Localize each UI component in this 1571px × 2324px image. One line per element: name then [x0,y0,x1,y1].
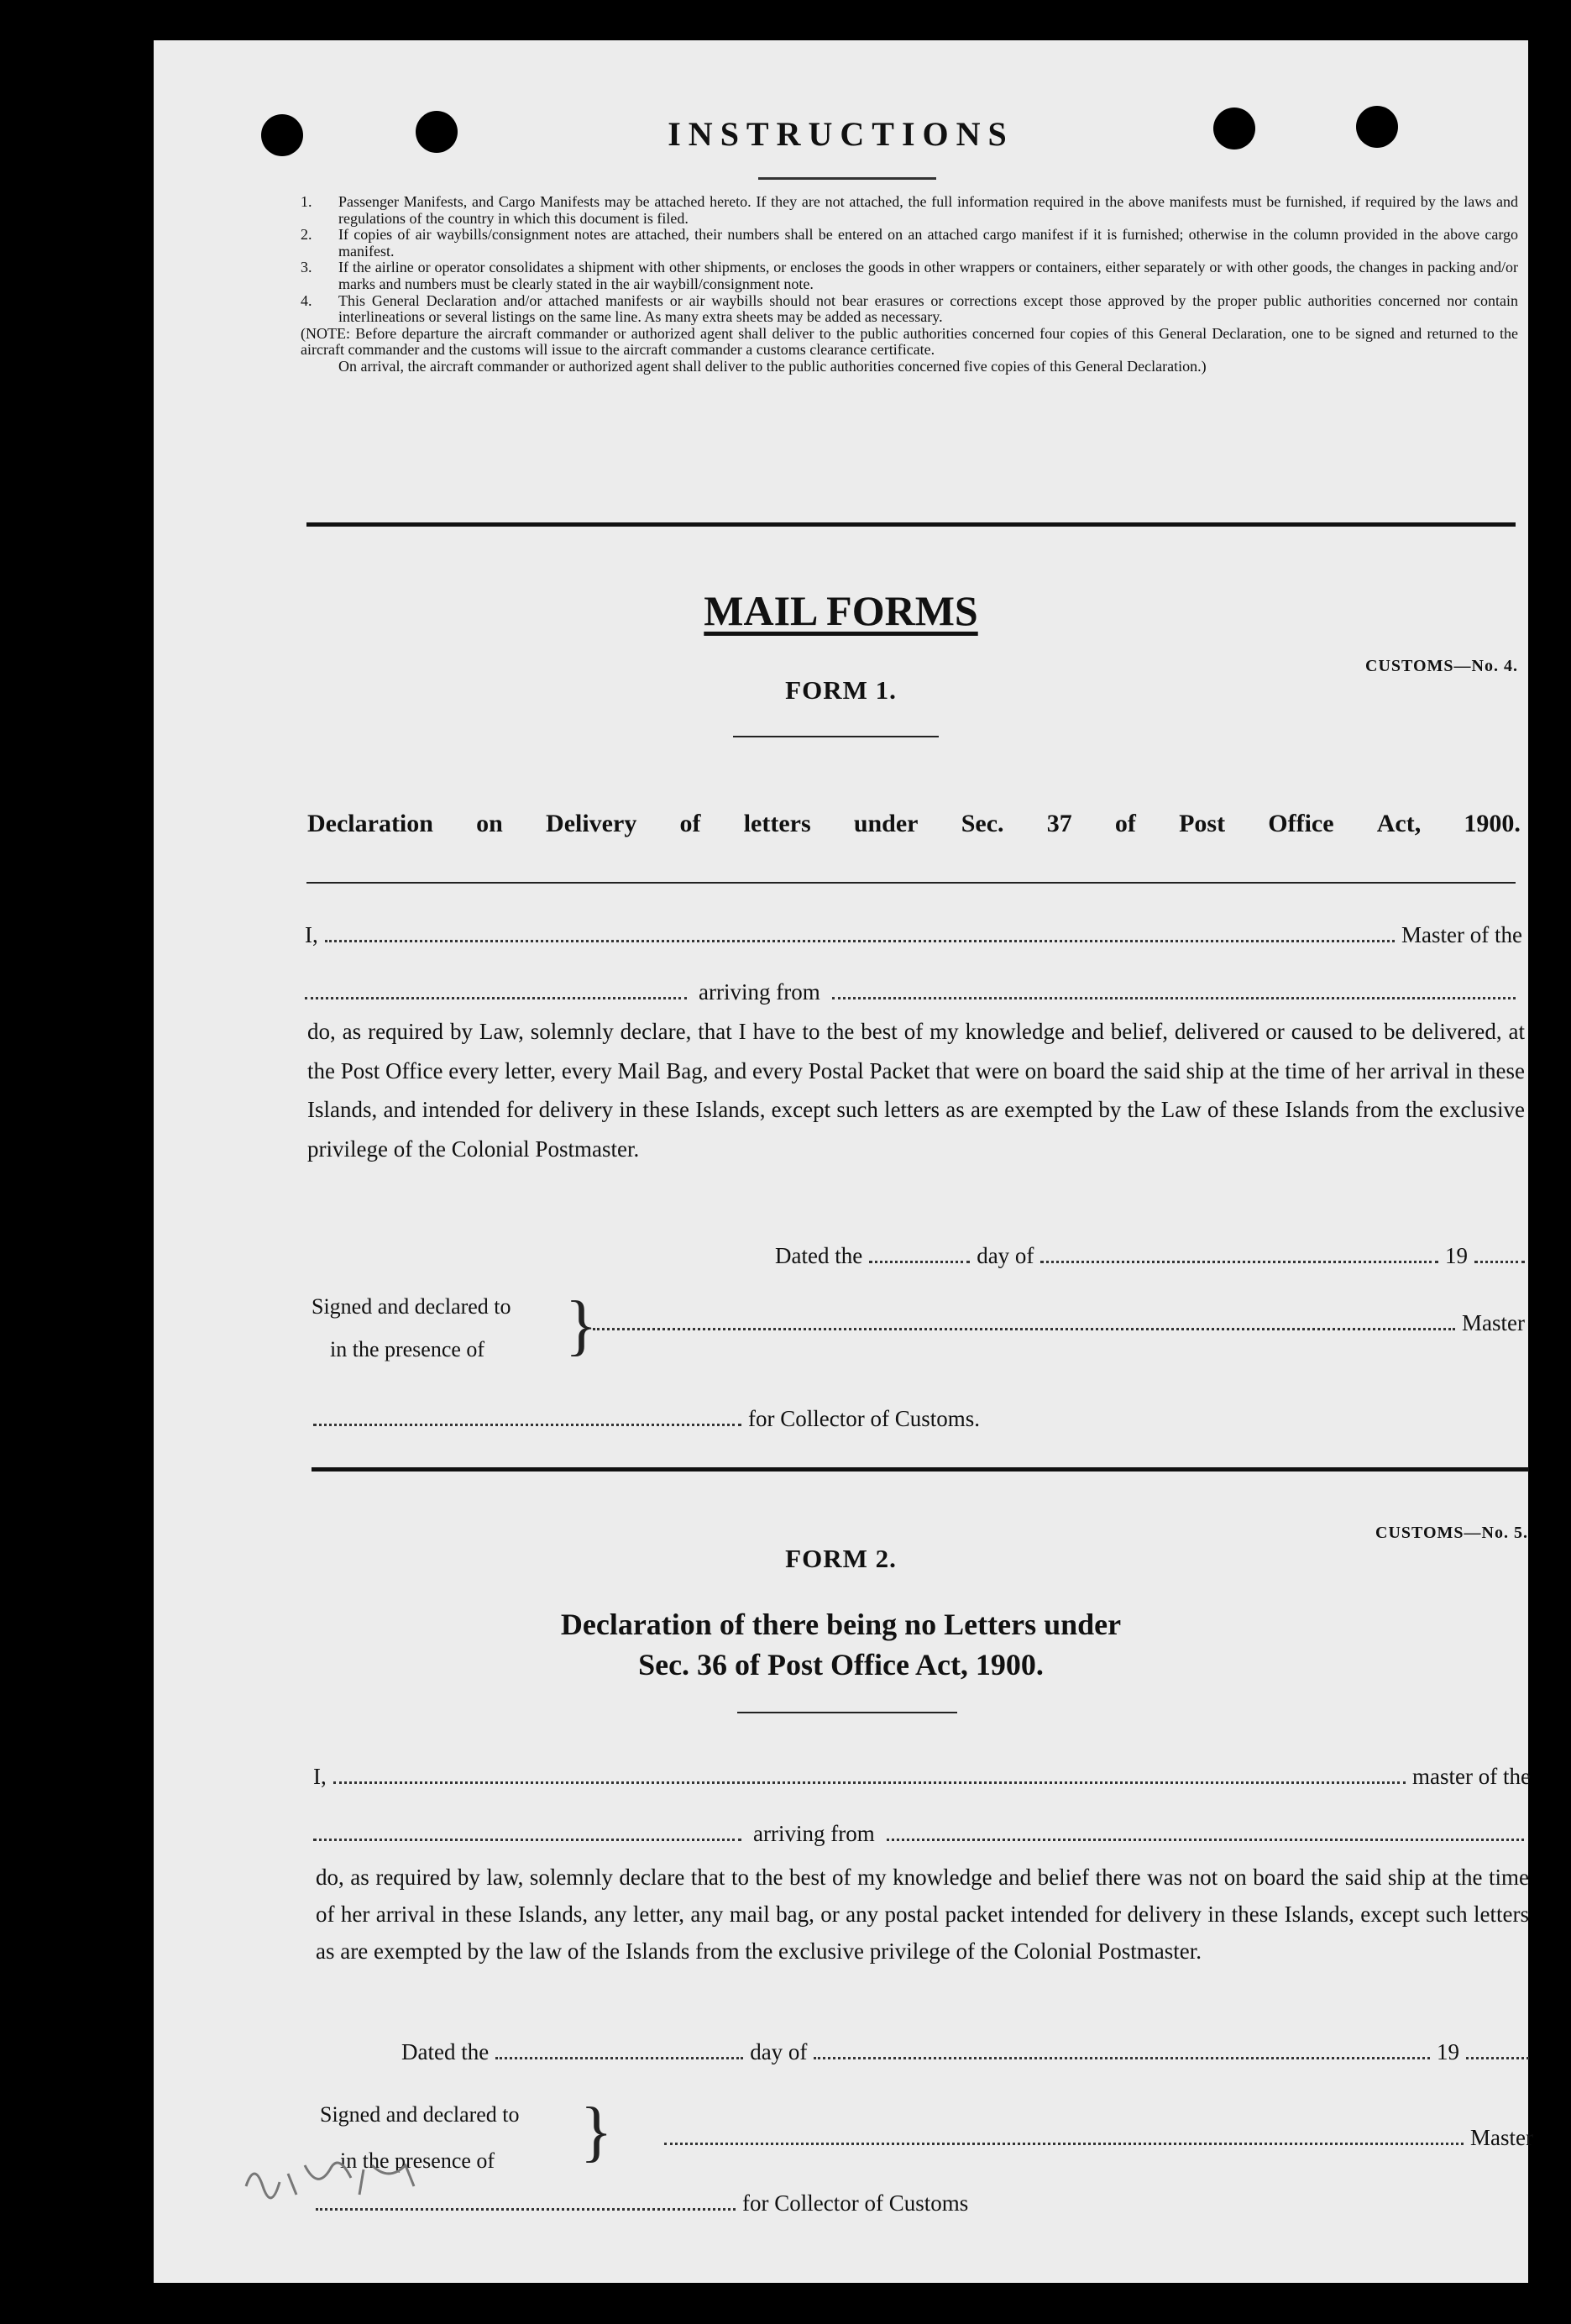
form2-decl-line2: Sec. 36 of Post Office Act, 1900. [638,1648,1044,1681]
form-divider-rule [312,1467,1529,1472]
form2-arriving-line [313,1821,1531,1847]
instruction-item [301,227,1518,260]
instruction-number: 3. [301,259,312,276]
form1-decl-word: of [1114,810,1136,837]
mail-forms-title: MAIL FORMS [704,587,978,634]
document-page [154,40,1533,2283]
form1-decl-word: 1900. [1464,810,1521,837]
note-lead: (NOTE: [301,324,350,342]
form1-brace: } [565,1288,598,1362]
form1-decl-word: of [679,810,701,837]
form1-customs-ref: CUSTOMS—No. 4. [1365,657,1518,675]
form2-master-sign-line [657,2125,1533,2151]
form2-day-of: day of [750,2039,808,2064]
form1-line1-start: I, [305,922,318,947]
form1-decl-word: on [476,810,503,837]
form2-paragraph: do, as required by law, solemnly declare that to the best of my knowledge and belief there was not on board the said ship at the time of her arrival in these Islands, any letter, any mail bag, or any postal packet intended for delivery in these Islands, except such letters as are exempted by the law of the Islands from the exclusive privilege of the Colonial Postmaster. [316,1865,1529,1964]
form2-day-field[interactable] [495,2056,743,2059]
form1-title: FORM 1. [785,675,897,705]
form2-arriving-from: arriving from [753,1821,875,1846]
instruction-text: If the airline or operator consolidates a shipment with other shipments, or encloses the goods in other wrappers or containers, either separately or with other goods, the changes in packing and/or marks and numbers must be clearly stated in the air waybill/consignment note. [338,259,1518,292]
form1-day-field[interactable] [869,1260,970,1263]
form1-arriving-line [305,979,1522,1005]
instruction-text: This General Declaration and/or attached manifests or air waybills should not bear erasures or corrections except those approved by the proper public authorities concerned nor contain interlineations or several listings on the same line. As many extra sheets may be added as necessary. [338,291,1518,326]
form1-decl-word: Post [1179,810,1226,837]
form1-signed-label [312,1285,511,1371]
form2-collector-field[interactable] [316,2207,736,2211]
form1-dated-the: Dated the [775,1243,863,1268]
form2-master: Master [1470,2125,1533,2150]
form1-arriving-from: arriving from [699,979,820,1005]
form1-year-prefix: 19 [1445,1243,1468,1268]
note-text-1: Before departure the aircraft commander or authorized agent shall deliver to the public authorities concerned four copies of this General Declaration, one to be signed and returned to the aircraft commander and the customs will issue to the aircraft commander a customs clearance certificate. [301,324,1518,359]
form2-line1-end: master of the [1412,1764,1531,1789]
form1-master-line [305,922,1522,948]
form1-name-field[interactable] [325,939,1395,942]
form1-dated-line [775,1243,1525,1269]
instruction-item [301,293,1518,326]
form2-line1-start: I, [313,1764,327,1789]
form2-origin-field[interactable] [887,1838,1524,1841]
instructions-list [301,194,1518,375]
form1-master-signature-field[interactable] [593,1327,1455,1330]
divider-rule [306,522,1516,527]
instruction-number: 4. [301,291,312,309]
form1-signed-line1: Signed and declared to [312,1294,511,1319]
form1-year-field[interactable] [1474,1260,1525,1263]
instruction-note-2 [301,359,1518,375]
form2-month-field[interactable] [814,2056,1430,2059]
form1-decl-word: Act, [1376,810,1422,837]
form2-ship-field[interactable] [313,1838,741,1841]
form1-decl-word: letters [743,810,811,837]
form1-ship-field[interactable] [305,996,687,999]
handwritten-signature [238,2140,439,2207]
form2-heading-rule [737,1712,957,1713]
form2-title: FORM 2. [785,1544,897,1573]
form2-signed-line2: in the presence of [340,2148,495,2173]
form1-line1-end: Master of the [1401,922,1522,947]
form1-paragraph: do, as required by Law, solemnly declare, that I have to the best of my knowledge and belief, delivered or caused to be delivered, at the Post Office every letter, every Mail Bag, and every Postal Packet that were on board the said ship at the time of her arrival in these Islands, and intended for delivery in these Islands, except such letters as are exempted by the Law of these Islands from the exclusive privilege of the Colonial Postmaster. [307,1019,1525,1162]
note-text-2: On arrival, the aircraft commander or authorized agent shall deliver to the public authorities concerned five copies of this General Declaration.) [338,357,1207,375]
form1-decl-word: Declaration [307,810,433,837]
form2-master-line [313,1764,1531,1790]
form1-signed-line2: in the presence of [330,1337,485,1361]
form1-title-rule [733,736,939,737]
form1-collector-line [313,1406,985,1432]
form1-declaration-heading [307,810,1521,838]
instruction-text: If copies of air waybills/consignment notes are attached, their numbers shall be entered on an attached cargo manifest if it is furnished; otherwise in the column provided in the above cargo manifest. [338,226,1518,260]
form2-customs-ref: CUSTOMS—No. 5. [1375,1524,1528,1542]
form2-name-field[interactable] [333,1781,1406,1784]
form2-dated-the: Dated the [401,2039,490,2064]
form2-dated-line [401,2039,1529,2065]
form2-signed-line1: Signed and declared to [320,2102,520,2127]
instruction-item [301,194,1518,227]
form1-master-sign-line [586,1310,1525,1336]
instruction-item [301,260,1518,292]
form2-declaration-heading [154,1604,1528,1685]
instructions-title-rule [758,177,936,180]
form1-day-of: day of [977,1243,1034,1268]
instruction-number: 1. [301,193,312,210]
form1-origin-field[interactable] [832,996,1516,999]
form1-month-field[interactable] [1040,1260,1438,1263]
form1-decl-word: Sec. [961,810,1004,837]
form2-master-signature-field[interactable] [664,2142,1464,2145]
form1-decl-word: Office [1268,810,1334,837]
form1-collector-field[interactable] [313,1423,741,1426]
form2-year-prefix: 19 [1437,2039,1459,2064]
instruction-note [301,326,1518,359]
instructions-title: INSTRUCTIONS [668,115,1014,153]
form2-decl-line1: Declaration of there being no Letters under [560,1608,1122,1641]
instruction-number: 2. [301,226,312,244]
form1-heading-rule [306,882,1516,884]
form2-year-field[interactable] [1466,2056,1529,2059]
form1-master: Master [1462,1310,1525,1335]
instruction-text: Passenger Manifests, and Cargo Manifests may be attached hereto. If they are not attached, the full information required in the above manifests must be furnished, if required by the laws and regulations of the country in which this document is filed. [338,193,1518,227]
form1-decl-word: under [853,810,919,837]
form2-brace: } [580,2095,613,2169]
form1-decl-word: Delivery [546,810,637,837]
form1-decl-word: 37 [1046,810,1072,837]
form1-collector: for Collector of Customs. [748,1406,980,1431]
form2-collector: for Collector of Customs [742,2190,969,2216]
